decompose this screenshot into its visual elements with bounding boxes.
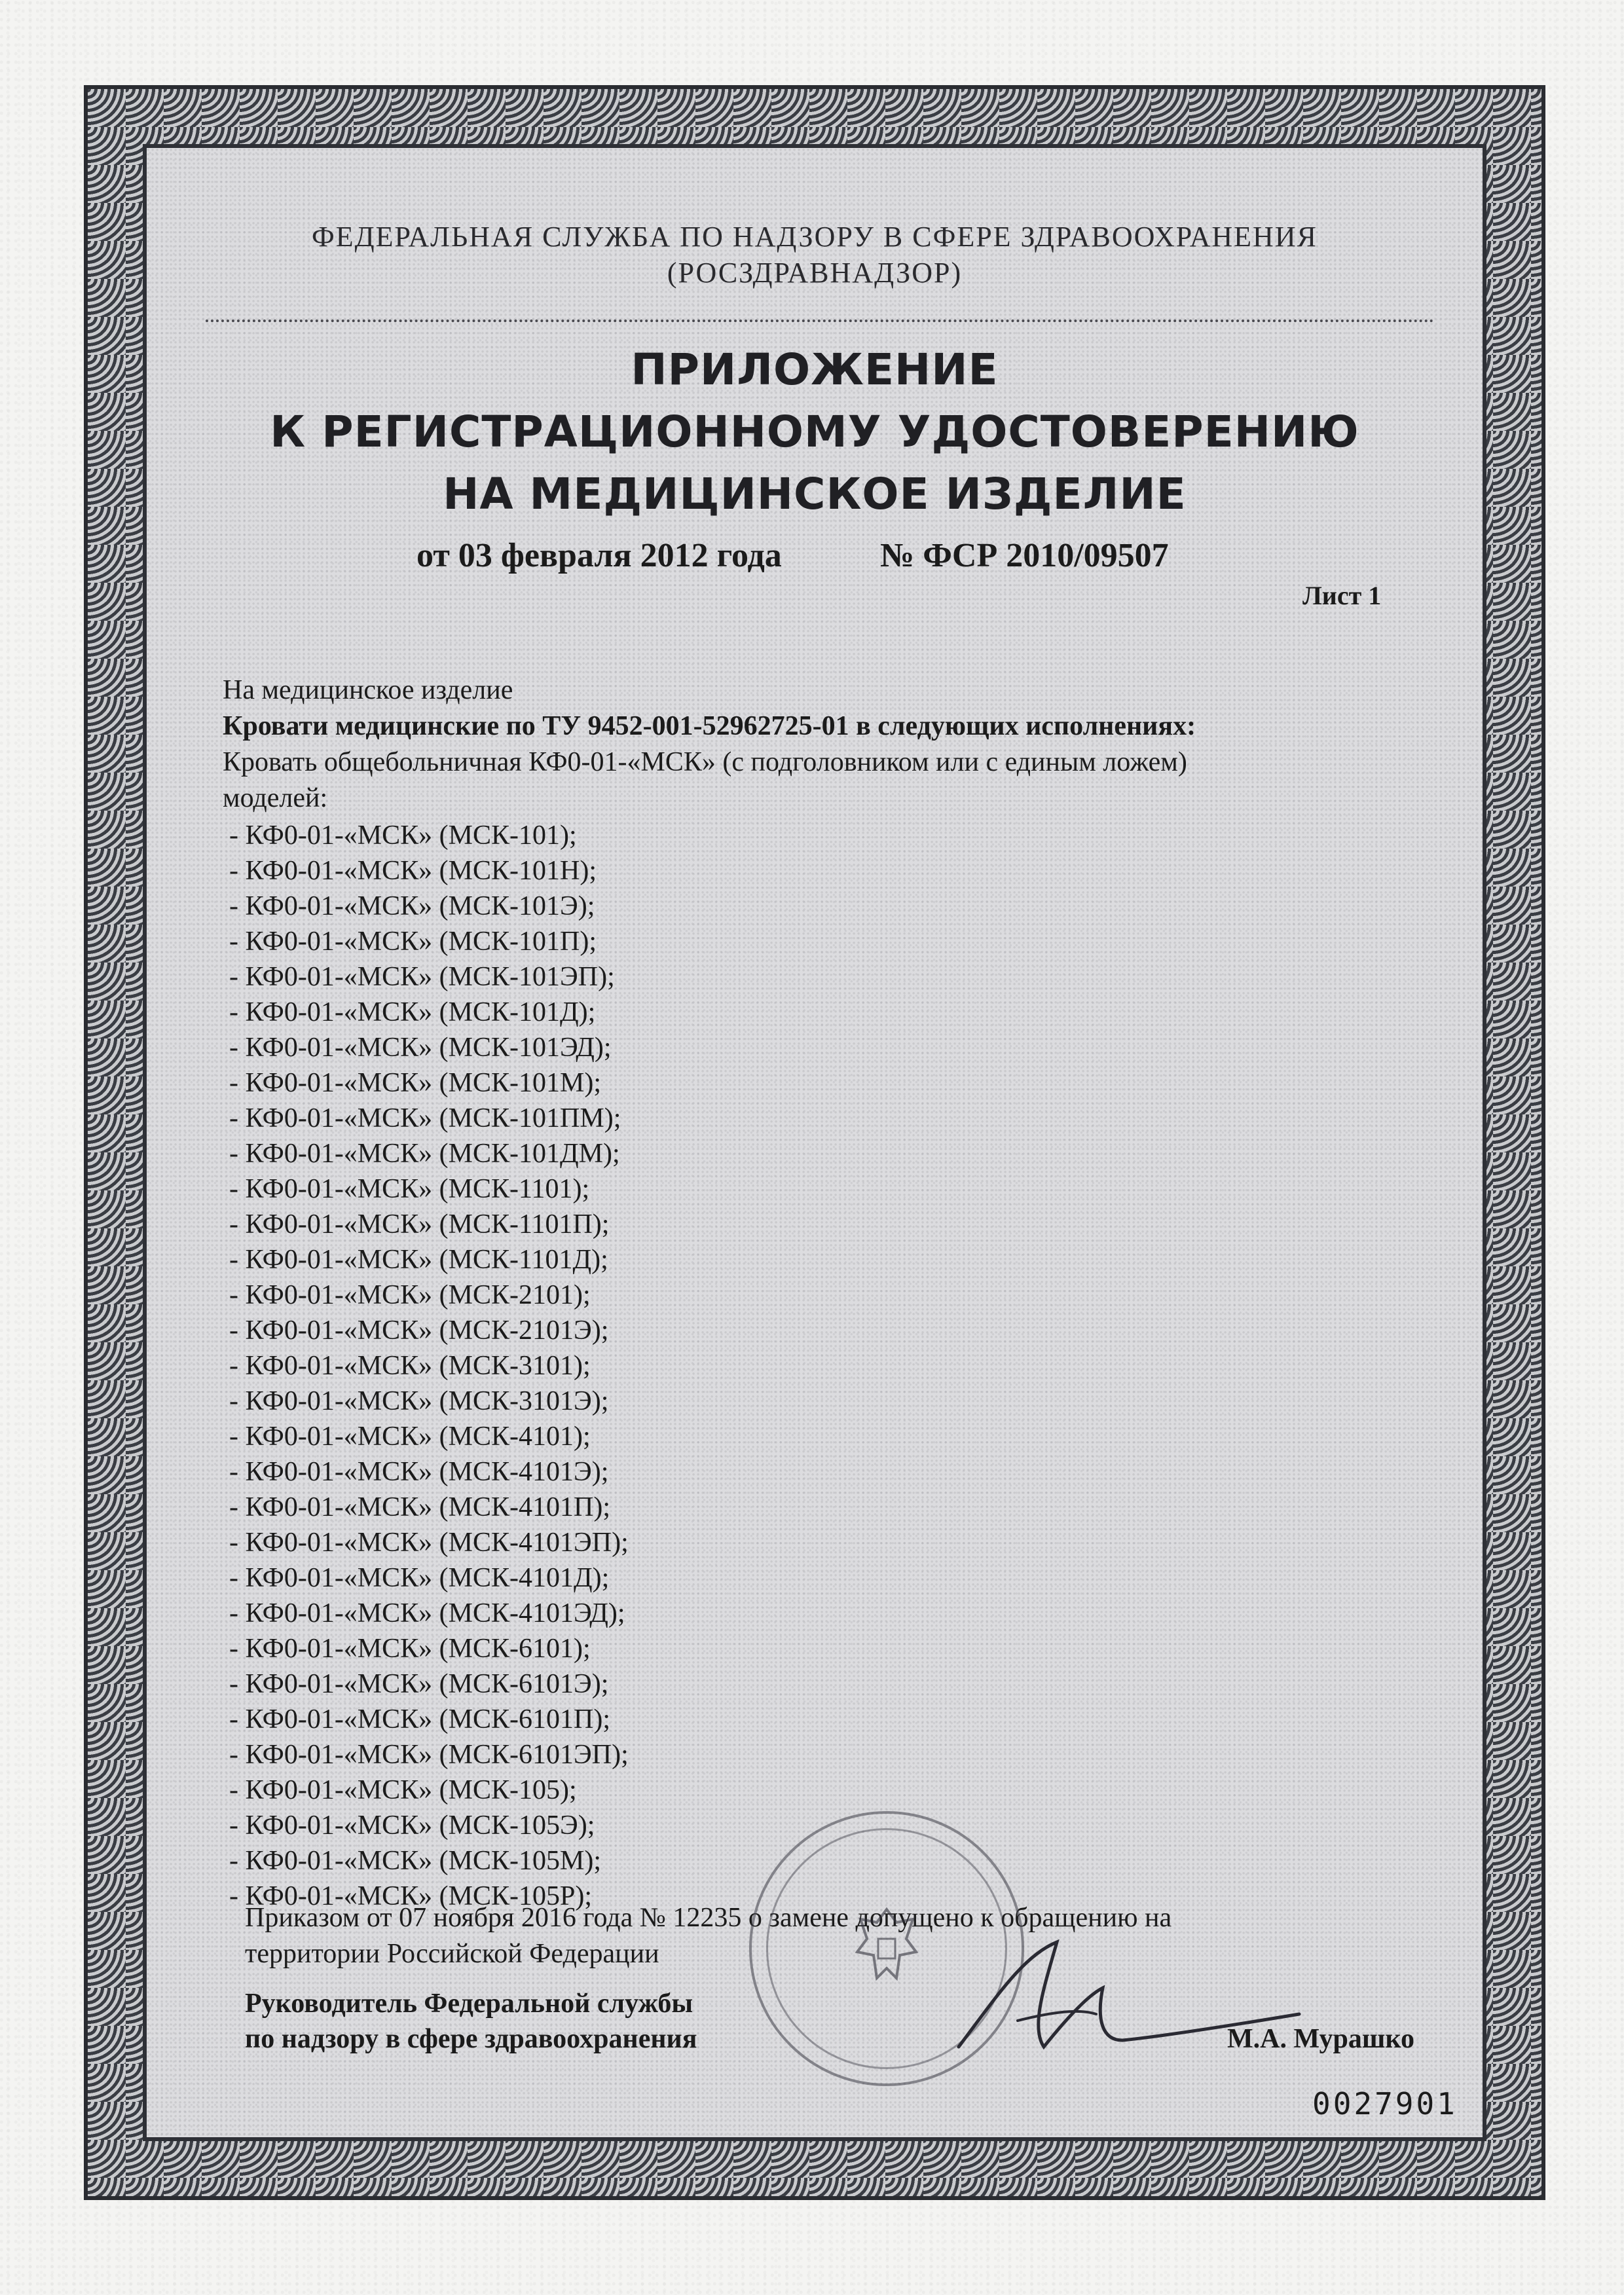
title-line-3: НА МЕДИЦИНСКОЕ ИЗДЕЛИЕ — [443, 469, 1187, 519]
list-item: - КФ0-01-«МСК» (МСК-4101Э); — [229, 1457, 609, 1487]
variant-description: Кровать общебольничная КФ0-01-«МСК» (с подголовником или с единым ложем) — [223, 747, 1187, 777]
agency-name: ФЕДЕРАЛЬНАЯ СЛУЖБА ПО НАДЗОРУ В СФЕРЕ ЗДРАВООХРАНЕНИЯ — [312, 221, 1318, 253]
issue-date: от 03 февраля 2012 года — [416, 537, 782, 574]
sheet-number: Лист 1 — [1302, 581, 1382, 610]
signature-icon — [946, 1916, 1312, 2086]
list-item: - КФ0-01-«МСК» (МСК-4101ЭД); — [229, 1598, 625, 1628]
list-item: - КФ0-01-«МСК» (МСК-101М); — [229, 1068, 602, 1098]
product-name: Кровати медицинские по ТУ 9452-001-52962725-01 в следующих исполнениях: — [223, 711, 1196, 741]
list-item: - КФ0-01-«МСК» (МСК-101ЭД); — [229, 1033, 612, 1063]
intro-text: На медицинское изделие — [223, 675, 513, 705]
list-item: - КФ0-01-«МСК» (МСК-2101); — [229, 1280, 591, 1310]
list-item: - КФ0-01-«МСК» (МСК-105Р); — [229, 1881, 593, 1911]
list-item: - КФ0-01-«МСК» (МСК-105); — [229, 1775, 577, 1805]
list-item: - КФ0-01-«МСК» (МСК-101ДМ); — [229, 1139, 620, 1169]
list-item: - КФ0-01-«МСК» (МСК-6101ЭП); — [229, 1740, 629, 1770]
order-text-line-2: территории Российской Федерации — [245, 1939, 659, 1969]
signatory-name: М.А. Мурашко — [1227, 2024, 1415, 2054]
list-item: - КФ0-01-«МСК» (МСК-105М); — [229, 1846, 602, 1876]
list-item: - КФ0-01-«МСК» (МСК-101ПМ); — [229, 1103, 621, 1133]
list-item: - КФ0-01-«МСК» (МСК-105Э); — [229, 1810, 595, 1841]
list-item: - КФ0-01-«МСК» (МСК-101ЭП); — [229, 962, 615, 992]
certificate-number: № ФСР 2010/09507 — [880, 537, 1169, 574]
list-item: - КФ0-01-«МСК» (МСК-6101Э); — [229, 1669, 609, 1699]
models-label: моделей: — [223, 783, 328, 813]
dotted-divider — [206, 320, 1434, 322]
signatory-position-line-1: Руководитель Федеральной службы — [245, 1989, 693, 2019]
title-line-2: К РЕГИСТРАЦИОННОМУ УДОСТОВЕРЕНИЮ — [270, 407, 1359, 457]
signatory-position-line-2: по надзору в сфере здравоохранения — [245, 2024, 697, 2054]
list-item: - КФ0-01-«МСК» (МСК-1101Д); — [229, 1245, 608, 1275]
list-item: - КФ0-01-«МСК» (МСК-4101ЭП); — [229, 1528, 629, 1558]
certificate-sheet — [147, 148, 1483, 2137]
list-item: - КФ0-01-«МСК» (МСК-4101П); — [229, 1492, 611, 1522]
coat-of-arms-icon — [851, 1903, 923, 1994]
list-item: - КФ0-01-«МСК» (МСК-1101); — [229, 1174, 590, 1204]
list-item: - КФ0-01-«МСК» (МСК-6101П); — [229, 1704, 611, 1735]
list-item: - КФ0-01-«МСК» (МСК-4101); — [229, 1422, 591, 1452]
list-item: - КФ0-01-«МСК» (МСК-6101); — [229, 1634, 591, 1664]
list-item: - КФ0-01-«МСК» (МСК-3101); — [229, 1351, 591, 1381]
order-text-line-1: Приказом от 07 ноября 2016 года № 12235 о замене допущено к обращению на — [245, 1903, 1172, 1933]
list-item: - КФ0-01-«МСК» (МСК-1101П); — [229, 1209, 610, 1239]
list-item: - КФ0-01-«МСК» (МСК-101); — [229, 820, 577, 851]
serial-number: 0027901 — [1312, 2086, 1458, 2121]
agency-abbreviation: (РОСЗДРАВНАДЗОР) — [667, 257, 963, 289]
list-item: - КФ0-01-«МСК» (МСК-101П); — [229, 927, 597, 957]
title-line-1: ПРИЛОЖЕНИЕ — [631, 344, 999, 395]
list-item: - КФ0-01-«МСК» (МСК-3101Э); — [229, 1386, 609, 1416]
list-item: - КФ0-01-«МСК» (МСК-4101Д); — [229, 1563, 610, 1593]
list-item: - КФ0-01-«МСК» (МСК-2101Э); — [229, 1315, 609, 1346]
list-item: - КФ0-01-«МСК» (МСК-101Э); — [229, 891, 595, 921]
list-item: - КФ0-01-«МСК» (МСК-101Д); — [229, 997, 596, 1027]
list-item: - КФ0-01-«МСК» (МСК-101Н); — [229, 856, 597, 886]
